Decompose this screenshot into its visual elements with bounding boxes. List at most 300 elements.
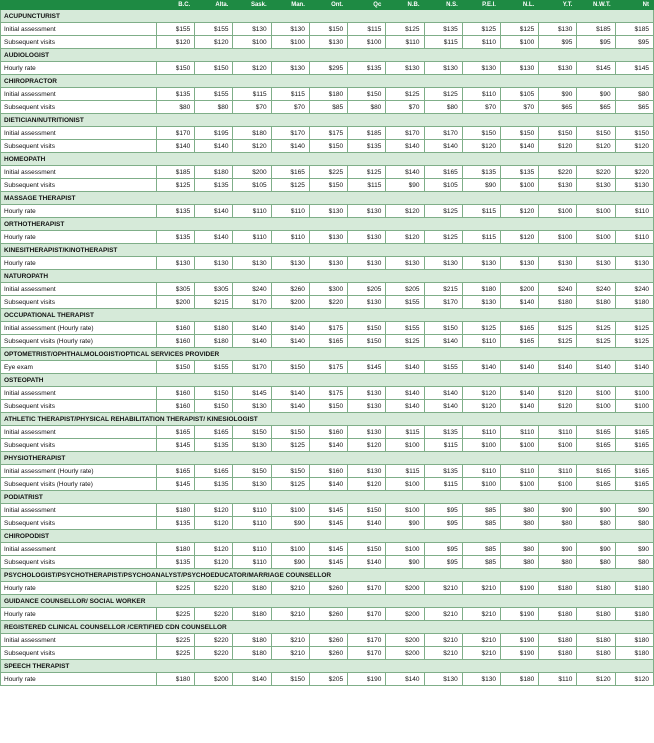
rate-cell: $210 bbox=[424, 582, 462, 595]
rate-cell: $70 bbox=[386, 101, 424, 114]
row-label: Subsequent visits bbox=[1, 101, 157, 114]
rate-cell: $150 bbox=[157, 361, 195, 374]
table-row bbox=[1, 23, 654, 36]
rate-cell: $140 bbox=[233, 673, 271, 686]
rate-cell: $140 bbox=[424, 387, 462, 400]
rate-cell: $85 bbox=[462, 543, 500, 556]
rate-cell: $165 bbox=[577, 439, 615, 452]
rate-cell: $165 bbox=[500, 335, 538, 348]
rate-cell: $140 bbox=[424, 140, 462, 153]
rate-cell: $90 bbox=[386, 517, 424, 530]
category-title: KINESITHERAPIST/KINOTHERAPIST bbox=[1, 244, 654, 257]
rate-cell: $150 bbox=[615, 127, 653, 140]
rate-cell: $225 bbox=[157, 582, 195, 595]
rate-cell: $80 bbox=[615, 556, 653, 569]
rate-cell: $180 bbox=[577, 582, 615, 595]
table-row bbox=[1, 634, 654, 647]
row-label: Initial assessment bbox=[1, 634, 157, 647]
rate-cell: $160 bbox=[157, 400, 195, 413]
rate-cell: $70 bbox=[271, 101, 309, 114]
rate-cell: $120 bbox=[615, 140, 653, 153]
rate-cell: $240 bbox=[577, 283, 615, 296]
rate-cell: $145 bbox=[157, 439, 195, 452]
row-label: Initial assessment bbox=[1, 127, 157, 140]
rate-cell: $115 bbox=[233, 88, 271, 101]
rate-cell: $150 bbox=[233, 465, 271, 478]
rate-cell: $140 bbox=[195, 140, 233, 153]
rate-cell: $120 bbox=[500, 205, 538, 218]
rate-cell: $125 bbox=[157, 179, 195, 192]
rate-cell: $135 bbox=[424, 23, 462, 36]
rate-cell: $180 bbox=[539, 634, 577, 647]
rate-cell: $100 bbox=[233, 36, 271, 49]
rate-cell: $130 bbox=[500, 62, 538, 75]
rate-cell: $90 bbox=[615, 504, 653, 517]
rate-cell: $145 bbox=[309, 504, 347, 517]
table-row bbox=[1, 387, 654, 400]
rate-cell: $80 bbox=[500, 504, 538, 517]
rate-cell: $125 bbox=[577, 335, 615, 348]
row-label: Hourly rate bbox=[1, 205, 157, 218]
rate-cell: $130 bbox=[462, 673, 500, 686]
rate-cell: $130 bbox=[615, 179, 653, 192]
rate-cell: $180 bbox=[539, 608, 577, 621]
category-title: PODIATRIST bbox=[1, 491, 654, 504]
rate-cell: $130 bbox=[539, 257, 577, 270]
table-row bbox=[1, 647, 654, 660]
rate-cell: $110 bbox=[271, 205, 309, 218]
rate-cell: $150 bbox=[309, 140, 347, 153]
rate-cell: $170 bbox=[424, 127, 462, 140]
rate-cell: $120 bbox=[462, 400, 500, 413]
rate-cell: $125 bbox=[386, 88, 424, 101]
rate-cell: $220 bbox=[577, 166, 615, 179]
rate-cell: $90 bbox=[539, 504, 577, 517]
rate-cell: $210 bbox=[462, 582, 500, 595]
rate-cell: $80 bbox=[615, 517, 653, 530]
rate-cell: $125 bbox=[462, 23, 500, 36]
province-header: Y.T. bbox=[539, 1, 577, 10]
rate-cell: $155 bbox=[157, 23, 195, 36]
rate-cell: $150 bbox=[309, 179, 347, 192]
rate-cell: $115 bbox=[348, 23, 386, 36]
rate-cell: $150 bbox=[577, 127, 615, 140]
rate-cell: $65 bbox=[539, 101, 577, 114]
rate-cell: $200 bbox=[500, 283, 538, 296]
rate-cell: $205 bbox=[309, 673, 347, 686]
rate-cell: $130 bbox=[348, 205, 386, 218]
rate-cell: $110 bbox=[233, 556, 271, 569]
rate-cell: $220 bbox=[309, 296, 347, 309]
rate-cell: $140 bbox=[386, 400, 424, 413]
rate-cell: $300 bbox=[309, 283, 347, 296]
category-title: PSYCHOLOGIST/PSYCHOTHERAPIST/PSYCHOANALYST/PSYCHOEDUCATOR/MARRIAGE COUNSELLOR bbox=[1, 569, 654, 582]
category-row bbox=[1, 660, 654, 673]
category-title: CHIROPODIST bbox=[1, 530, 654, 543]
rate-cell: $220 bbox=[195, 608, 233, 621]
rate-cell: $100 bbox=[386, 504, 424, 517]
rate-cell: $220 bbox=[195, 634, 233, 647]
category-title: OPTOMETRIST/OPHTHALMOLOGIST/OPTICAL SERVICES PROVIDER bbox=[1, 348, 654, 361]
rate-cell: $135 bbox=[348, 140, 386, 153]
rate-cell: $210 bbox=[462, 608, 500, 621]
province-header: Qc bbox=[348, 1, 386, 10]
table-row bbox=[1, 543, 654, 556]
rate-cell: $140 bbox=[233, 335, 271, 348]
rate-cell: $305 bbox=[157, 283, 195, 296]
rate-cell: $135 bbox=[195, 478, 233, 491]
rate-cell: $135 bbox=[157, 556, 195, 569]
row-label: Subsequent visits bbox=[1, 556, 157, 569]
table-row bbox=[1, 62, 654, 75]
rate-cell: $140 bbox=[271, 387, 309, 400]
rate-cell: $120 bbox=[500, 231, 538, 244]
rate-cell: $100 bbox=[271, 504, 309, 517]
category-title: DIETICIAN/NUTRITIONIST bbox=[1, 114, 654, 127]
rate-cell: $150 bbox=[348, 543, 386, 556]
rate-cell: $115 bbox=[424, 439, 462, 452]
rate-cell: $170 bbox=[348, 647, 386, 660]
province-header: N.L. bbox=[500, 1, 538, 10]
rate-cell: $130 bbox=[309, 257, 347, 270]
rate-cell: $180 bbox=[233, 647, 271, 660]
table-row bbox=[1, 296, 654, 309]
rate-cell: $180 bbox=[615, 647, 653, 660]
table-body bbox=[1, 10, 654, 686]
category-title: HOMEOPATH bbox=[1, 153, 654, 166]
rate-cell: $100 bbox=[577, 387, 615, 400]
rate-cell: $125 bbox=[348, 166, 386, 179]
rate-cell: $165 bbox=[271, 166, 309, 179]
rate-cell: $125 bbox=[386, 335, 424, 348]
rate-cell: $190 bbox=[500, 634, 538, 647]
province-header: Nt bbox=[615, 1, 653, 10]
row-label: Initial assessment bbox=[1, 166, 157, 179]
category-title: CHIROPRACTOR bbox=[1, 75, 654, 88]
table-row bbox=[1, 465, 654, 478]
province-header: P.E.I. bbox=[462, 1, 500, 10]
category-row bbox=[1, 452, 654, 465]
table-row bbox=[1, 517, 654, 530]
table-row bbox=[1, 283, 654, 296]
province-header: Man. bbox=[271, 1, 309, 10]
rate-cell: $220 bbox=[539, 166, 577, 179]
rate-cell: $150 bbox=[195, 387, 233, 400]
rate-cell: $170 bbox=[348, 608, 386, 621]
row-label: Eye exam bbox=[1, 361, 157, 374]
category-row bbox=[1, 309, 654, 322]
rate-cell: $180 bbox=[615, 634, 653, 647]
table-row bbox=[1, 101, 654, 114]
rate-cell: $130 bbox=[348, 426, 386, 439]
rate-cell: $150 bbox=[271, 361, 309, 374]
rate-cell: $175 bbox=[309, 322, 347, 335]
rate-cell: $130 bbox=[309, 205, 347, 218]
province-header: N.S. bbox=[424, 1, 462, 10]
rate-cell: $70 bbox=[500, 101, 538, 114]
rate-cell: $165 bbox=[157, 465, 195, 478]
row-label: Initial assessment bbox=[1, 88, 157, 101]
rate-cell: $150 bbox=[462, 127, 500, 140]
row-label: Initial assessment bbox=[1, 426, 157, 439]
rate-cell: $210 bbox=[424, 647, 462, 660]
rate-cell: $85 bbox=[462, 556, 500, 569]
rate-cell: $180 bbox=[309, 88, 347, 101]
rate-cell: $305 bbox=[195, 283, 233, 296]
rate-cell: $105 bbox=[233, 179, 271, 192]
rate-cell: $90 bbox=[539, 543, 577, 556]
category-row bbox=[1, 491, 654, 504]
rate-cell: $80 bbox=[195, 101, 233, 114]
rate-cell: $130 bbox=[348, 296, 386, 309]
rate-cell: $170 bbox=[424, 296, 462, 309]
rate-cell: $150 bbox=[348, 88, 386, 101]
rate-cell: $90 bbox=[271, 517, 309, 530]
rate-cell: $100 bbox=[577, 400, 615, 413]
rate-cell: $100 bbox=[386, 478, 424, 491]
rate-cell: $125 bbox=[615, 322, 653, 335]
rate-cell: $80 bbox=[348, 101, 386, 114]
row-label: Subsequent visits bbox=[1, 140, 157, 153]
row-label: Subsequent visits bbox=[1, 400, 157, 413]
category-row bbox=[1, 114, 654, 127]
rate-cell: $120 bbox=[539, 140, 577, 153]
header-row bbox=[1, 1, 654, 10]
category-title: OCCUPATIONAL THERAPIST bbox=[1, 309, 654, 322]
rate-cell: $200 bbox=[271, 296, 309, 309]
rate-cell: $150 bbox=[539, 127, 577, 140]
row-label: Subsequent visits bbox=[1, 296, 157, 309]
rate-cell: $165 bbox=[195, 426, 233, 439]
rate-cell: $170 bbox=[233, 296, 271, 309]
rate-cell: $190 bbox=[348, 673, 386, 686]
rate-cell: $140 bbox=[500, 296, 538, 309]
rate-cell: $135 bbox=[195, 179, 233, 192]
category-title: OSTEOPATH bbox=[1, 374, 654, 387]
rate-cell: $140 bbox=[424, 400, 462, 413]
rate-cell: $135 bbox=[462, 166, 500, 179]
rate-cell: $260 bbox=[309, 608, 347, 621]
rate-cell: $110 bbox=[462, 465, 500, 478]
rate-cell: $185 bbox=[577, 23, 615, 36]
rate-cell: $110 bbox=[500, 426, 538, 439]
rate-cell: $145 bbox=[577, 62, 615, 75]
rate-cell: $130 bbox=[309, 231, 347, 244]
row-label: Subsequent visits bbox=[1, 647, 157, 660]
rate-cell: $180 bbox=[539, 296, 577, 309]
rate-cell: $140 bbox=[386, 140, 424, 153]
rate-cell: $125 bbox=[386, 23, 424, 36]
table-row bbox=[1, 179, 654, 192]
rate-cell: $155 bbox=[386, 322, 424, 335]
rate-cell: $180 bbox=[539, 647, 577, 660]
province-header: B.C. bbox=[157, 1, 195, 10]
rate-cell: $215 bbox=[424, 283, 462, 296]
rate-cell: $100 bbox=[500, 478, 538, 491]
rate-cell: $120 bbox=[462, 387, 500, 400]
rate-cell: $100 bbox=[577, 205, 615, 218]
category-row bbox=[1, 374, 654, 387]
rate-cell: $220 bbox=[615, 166, 653, 179]
rate-cell: $215 bbox=[195, 296, 233, 309]
rate-cell: $150 bbox=[348, 504, 386, 517]
table-row bbox=[1, 673, 654, 686]
rate-cell: $130 bbox=[271, 62, 309, 75]
province-header: Sask. bbox=[233, 1, 271, 10]
rate-cell: $80 bbox=[500, 556, 538, 569]
rate-cell: $110 bbox=[462, 335, 500, 348]
rate-cell: $65 bbox=[577, 101, 615, 114]
category-title: AUDIOLOGIST bbox=[1, 49, 654, 62]
rate-cell: $120 bbox=[195, 36, 233, 49]
rate-cell: $180 bbox=[195, 322, 233, 335]
table-row bbox=[1, 322, 654, 335]
rate-cell: $180 bbox=[233, 634, 271, 647]
category-title: PHYSIOTHERAPIST bbox=[1, 452, 654, 465]
rate-cell: $120 bbox=[386, 231, 424, 244]
rate-cell: $145 bbox=[309, 517, 347, 530]
rate-cell: $110 bbox=[233, 231, 271, 244]
rate-cell: $130 bbox=[577, 179, 615, 192]
rate-cell: $105 bbox=[500, 88, 538, 101]
rate-cell: $165 bbox=[615, 465, 653, 478]
rate-cell: $195 bbox=[195, 127, 233, 140]
category-row bbox=[1, 244, 654, 257]
rate-cell: $130 bbox=[348, 231, 386, 244]
rate-cell: $140 bbox=[462, 361, 500, 374]
rate-cell: $140 bbox=[309, 439, 347, 452]
rate-cell: $140 bbox=[386, 387, 424, 400]
rate-cell: $120 bbox=[195, 504, 233, 517]
rate-cell: $150 bbox=[157, 62, 195, 75]
rate-cell: $165 bbox=[157, 426, 195, 439]
rate-cell: $90 bbox=[462, 179, 500, 192]
rate-cell: $90 bbox=[386, 179, 424, 192]
row-label: Hourly rate bbox=[1, 62, 157, 75]
rate-cell: $80 bbox=[615, 88, 653, 101]
category-title: ACUPUNCTURIST bbox=[1, 10, 654, 23]
rate-cell: $95 bbox=[424, 504, 462, 517]
table-row bbox=[1, 582, 654, 595]
rate-cell: $210 bbox=[462, 634, 500, 647]
category-title: REGISTERED CLINICAL COUNSELLOR /CERTIFIED CDN COUNSELLOR bbox=[1, 621, 654, 634]
row-label: Hourly rate bbox=[1, 231, 157, 244]
rate-cell: $155 bbox=[424, 361, 462, 374]
rate-cell: $130 bbox=[539, 62, 577, 75]
rate-cell: $100 bbox=[615, 400, 653, 413]
rate-cell: $155 bbox=[195, 88, 233, 101]
rate-cell: $180 bbox=[577, 296, 615, 309]
rate-cell: $140 bbox=[577, 361, 615, 374]
rate-cell: $120 bbox=[195, 543, 233, 556]
rate-cell: $145 bbox=[615, 62, 653, 75]
table-row bbox=[1, 426, 654, 439]
row-label: Initial assessment bbox=[1, 387, 157, 400]
rate-cell: $240 bbox=[615, 283, 653, 296]
row-label: Initial assessment (Hourly rate) bbox=[1, 322, 157, 335]
rate-cell: $120 bbox=[195, 517, 233, 530]
rate-cell: $160 bbox=[157, 322, 195, 335]
rate-cell: $180 bbox=[539, 582, 577, 595]
rate-cell: $210 bbox=[271, 582, 309, 595]
rate-cell: $140 bbox=[195, 205, 233, 218]
rate-cell: $90 bbox=[615, 543, 653, 556]
rate-cell: $80 bbox=[424, 101, 462, 114]
category-row bbox=[1, 49, 654, 62]
rate-cell: $125 bbox=[577, 322, 615, 335]
rate-cell: $260 bbox=[309, 634, 347, 647]
rate-cell: $150 bbox=[195, 62, 233, 75]
row-label: Hourly rate bbox=[1, 673, 157, 686]
category-row bbox=[1, 530, 654, 543]
rate-cell: $125 bbox=[615, 335, 653, 348]
rate-cell: $140 bbox=[500, 400, 538, 413]
rate-cell: $130 bbox=[539, 23, 577, 36]
rate-cell: $135 bbox=[157, 517, 195, 530]
rate-cell: $160 bbox=[157, 335, 195, 348]
rate-cell: $120 bbox=[539, 400, 577, 413]
table-row bbox=[1, 127, 654, 140]
rate-cell: $135 bbox=[157, 88, 195, 101]
rate-cell: $95 bbox=[539, 36, 577, 49]
rate-cell: $125 bbox=[271, 439, 309, 452]
rate-cell: $185 bbox=[348, 127, 386, 140]
table-row bbox=[1, 478, 654, 491]
rate-cell: $85 bbox=[462, 504, 500, 517]
rate-cell: $130 bbox=[157, 257, 195, 270]
rate-cell: $80 bbox=[577, 517, 615, 530]
rate-cell: $90 bbox=[577, 88, 615, 101]
rate-cell: $125 bbox=[539, 335, 577, 348]
rate-cell: $80 bbox=[539, 556, 577, 569]
rate-cell: $140 bbox=[348, 556, 386, 569]
rate-cell: $90 bbox=[271, 556, 309, 569]
province-header: N.W.T. bbox=[577, 1, 615, 10]
rate-cell: $220 bbox=[195, 647, 233, 660]
rate-cell: $150 bbox=[233, 426, 271, 439]
rate-cell: $140 bbox=[500, 361, 538, 374]
category-row bbox=[1, 192, 654, 205]
category-row bbox=[1, 621, 654, 634]
rate-cell: $130 bbox=[386, 257, 424, 270]
rate-cell: $160 bbox=[309, 426, 347, 439]
category-title: NATUROPATH bbox=[1, 270, 654, 283]
rate-cell: $100 bbox=[500, 36, 538, 49]
rate-cell: $210 bbox=[271, 634, 309, 647]
rate-cell: $180 bbox=[577, 608, 615, 621]
category-title: GUIDANCE COUNSELLOR/ SOCIAL WORKER bbox=[1, 595, 654, 608]
rate-cell: $180 bbox=[615, 608, 653, 621]
rate-cell: $135 bbox=[424, 426, 462, 439]
rate-cell: $225 bbox=[157, 608, 195, 621]
rate-cell: $135 bbox=[500, 166, 538, 179]
rate-cell: $165 bbox=[195, 465, 233, 478]
table-row bbox=[1, 36, 654, 49]
rate-cell: $175 bbox=[309, 361, 347, 374]
rate-cell: $110 bbox=[233, 517, 271, 530]
rate-cell: $110 bbox=[386, 36, 424, 49]
rate-cell: $130 bbox=[233, 478, 271, 491]
rate-cell: $150 bbox=[424, 322, 462, 335]
category-row bbox=[1, 218, 654, 231]
rate-cell: $125 bbox=[271, 179, 309, 192]
rate-cell: $150 bbox=[348, 322, 386, 335]
rate-cell: $180 bbox=[233, 127, 271, 140]
rate-cell: $165 bbox=[577, 426, 615, 439]
rate-cell: $120 bbox=[386, 205, 424, 218]
rate-cell: $180 bbox=[615, 582, 653, 595]
rate-cell: $140 bbox=[271, 322, 309, 335]
